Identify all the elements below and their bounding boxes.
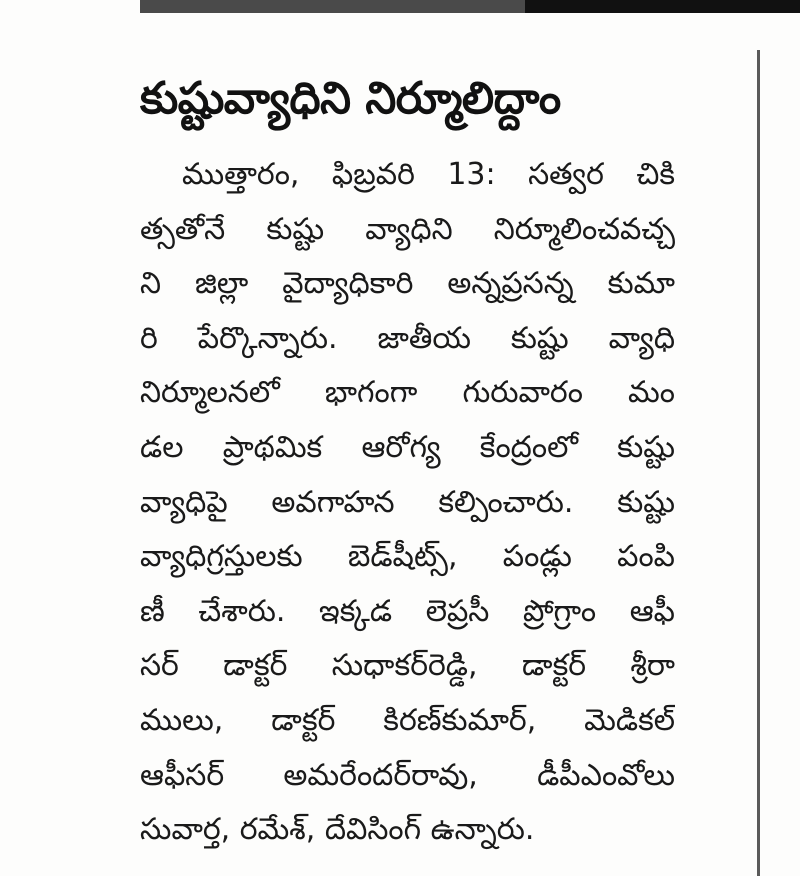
article-body-line: డల ప్రాథమిక ఆరోగ్య కేంద్రంలో కుష్టు	[140, 429, 675, 465]
column-divider-rule	[757, 50, 760, 876]
article-body-line: ణీ చేశారు. ఇక్కడ లెప్రసీ ప్రోగ్రాం ఆఫీ	[140, 593, 675, 629]
article-body-line: వ్యాధిపై అవగాహన కల్పించారు. కుష్టు	[140, 484, 675, 520]
article-body-line: ని జిల్లా వైద్యాధికారి అన్నప్రసన్న కుమా	[140, 266, 675, 302]
article-headline: కుష్టువ్యాధిని నిర్మూలిద్దాం	[140, 73, 561, 124]
article-body-line: ముత్తారం, ఫిబ్రవరి 13: సత్వర చికి	[182, 157, 675, 192]
article-body-line: రి పేర్కొన్నారు. జాతీయ కుష్టు వ్యాధి	[140, 320, 675, 356]
top-rule-dark	[525, 0, 800, 13]
article-body	[140, 148, 675, 858]
article-body-line: ములు, డాక్టర్ కిరణ్‌కుమార్, మెడికల్	[140, 702, 675, 738]
article-body-line: వ్యాధిగ్రస్తులకు బెడ్‌షీట్స్, పండ్లు పంపి	[140, 539, 675, 575]
article-body-line: సర్ డాక్టర్ సుధాకర్‌రెడ్డి, డాక్టర్ శ్రీరా	[140, 648, 675, 684]
article-body-line: ఆఫీసర్ అమరేందర్‌రావు, డీపీఎంవోలు	[140, 757, 675, 793]
top-rule-light	[140, 0, 525, 13]
article-body-line: నిర్మూలనలో భాగంగా గురువారం మం	[140, 375, 675, 411]
article-body-line: సువార్త, రమేశ్, దేవిసింగ్ ఉన్నారు.	[140, 812, 535, 848]
article-body-line: త్సతోనే కుష్టు వ్యాధిని నిర్మూలించవచ్చ	[140, 211, 675, 247]
